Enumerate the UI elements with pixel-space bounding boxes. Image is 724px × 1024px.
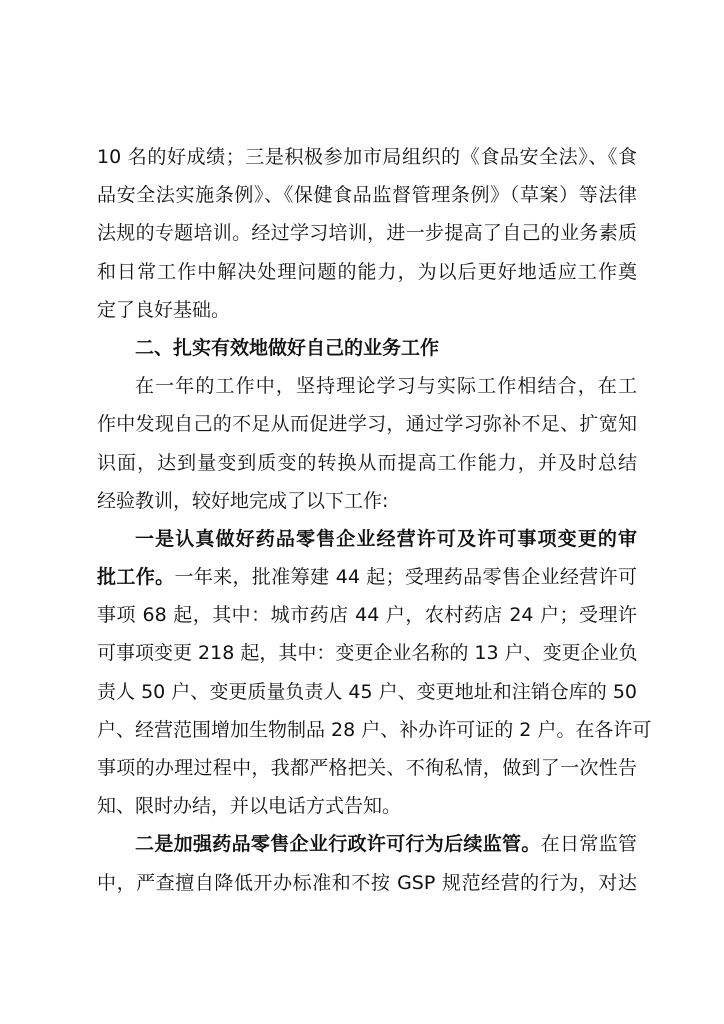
text-line: 在一年的工作中，坚持理论学习与实际工作相结合，在工: [135, 375, 637, 398]
text-line: 识面，达到量变到质变的转换从而提高工作能力，并及时总结: [97, 451, 637, 474]
text-line: 批工作。一年来，批准筹建 44 起；受理药品零售企业经营许可: [97, 566, 637, 589]
text-line: 事项 68 起，其中：城市药店 44 户，农村药店 24 户；受理许: [97, 604, 637, 627]
bold-lead-line: 二是加强药品零售企业行政许可行为后续监管。在日常监管: [135, 833, 637, 856]
text-line: 责人 50 户、变更质量负责人 45 户、变更地址和注销仓库的 50: [97, 680, 637, 703]
document-body: [97, 138, 652, 902]
text-line: 法规的专题培训。经过学习培训，进一步提高了自己的业务素质: [97, 222, 637, 245]
text-line: 经验教训，较好地完成了以下工作:: [97, 489, 389, 512]
text-line: 作中发现自己的不足从而促进学习，通过学习弥补不足、扩宽知: [97, 413, 637, 436]
bold-lead-line: 一是认真做好药品零售企业经营许可及许可事项变更的审: [135, 527, 637, 550]
text-line: 中，严查擅自降低开办标准和不按 GSP 规范经营的行为，对达: [97, 871, 637, 894]
text-line: 可事项变更 218 起，其中：变更企业名称的 13 户、变更企业负: [97, 642, 638, 665]
text-line: 事项的办理过程中，我都严格把关、不徇私情，做到了一次性告: [97, 757, 637, 779]
section-heading: 二、扎实有效地做好自己的业务工作: [135, 336, 440, 359]
text-line: 10 名的好成绩；三是积极参加市局组织的《食品安全法》、《食: [97, 146, 637, 168]
text-line: 户、经营范围增加生物制品 28 户、补办许可证的 2 户。在各许可: [97, 718, 652, 741]
text-line: 知、限时办结，并以电话方式告知。: [97, 795, 402, 818]
text-line: 品安全法实施条例》、《保健食品监督管理条例》（草案）等法律: [97, 184, 637, 207]
text-line: 定了良好基础。: [97, 298, 231, 321]
text-line: 和日常工作中解决处理问题的能力，为以后更好地适应工作奠: [97, 260, 637, 283]
